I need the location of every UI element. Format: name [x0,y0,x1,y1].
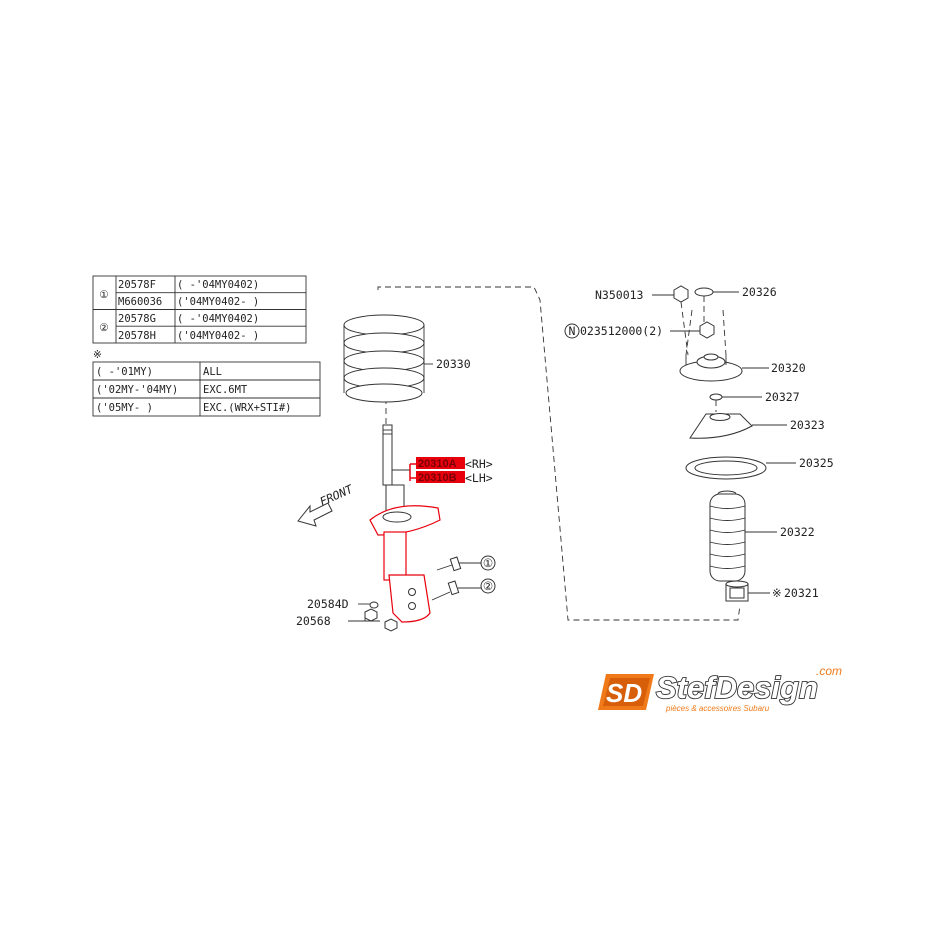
top-washer-part [710,394,722,400]
logo-mark: SD [606,678,643,708]
upper-seat-part [690,414,752,439]
flange-nut-part [700,322,714,338]
bump-stop-part [726,581,748,601]
bolt-2 [432,579,495,600]
logo-tagline: pièces & accessoires Subaru [666,704,770,713]
spec-period-1: ( -'04MY0402) [177,279,260,291]
front-label: FRONT [317,481,355,509]
logo-name: StefDesign [656,670,818,705]
flange-nut-mark: N [568,324,576,338]
nut-part-a [365,609,377,621]
note-table [93,349,320,416]
flange-nut-part-number: 023512000(2) [580,324,664,338]
spec-part-1: 20578F [118,279,156,291]
note-mark: ※ [93,349,102,361]
mount-part-number: 20320 [771,361,806,375]
coil-spring [344,315,424,402]
spec-part-3: 20578G [118,313,156,325]
note-applies-2: EXC.6MT [203,384,248,396]
bump-stop-part-number: 20321 [784,586,819,600]
spec-marker-1: ① [99,289,109,301]
stefdesign-logo [598,664,842,713]
bolt-1-marker: ① [482,556,494,570]
top-nut-part-number: N350013 [595,288,644,302]
note-applies-1: ALL [203,366,222,378]
strut-mount-part [680,354,742,381]
note-period-1: ( -'01MY) [96,366,153,378]
rubber-seat-part [686,457,766,479]
spec-period-2: ('04MY0402- ) [177,296,260,308]
bolt-2-marker: ② [482,579,494,593]
logo-tld: .com [816,664,843,678]
note-applies-3: EXC.(WRX+STI#) [203,402,292,414]
strut-lh-code: 20310B [418,472,457,484]
boot-part [710,491,745,581]
washer-part [370,602,378,608]
spec-part-2: M660036 [118,296,163,308]
strut-rh-side: <RH> [465,457,493,471]
top-washer-part-number: 20327 [765,390,800,404]
strut-rh-code: 20310A [418,458,457,470]
spec-marker-2: ② [99,322,109,334]
top-nut-part [674,286,688,302]
cap-part [695,288,713,296]
rubber-seat-part-number: 20325 [799,456,834,470]
bump-stop-mark: ※ [772,586,782,600]
spec-part-4: 20578H [118,330,156,342]
spec-period-3: ( -'04MY0402) [177,313,260,325]
seat-part-number: 20323 [790,418,825,432]
strut-assembly [370,425,440,622]
nut-part-number: 20568 [296,614,331,628]
note-period-3: ('05MY- ) [96,402,153,414]
washer-part-number: 20584D [307,597,349,611]
spec-period-4: ('04MY0402- ) [177,330,260,342]
cap-part-number: 20326 [742,285,777,299]
spec-table [93,276,306,343]
strut-lh-side: <LH> [465,471,493,485]
spring-part-number: 20330 [436,357,471,371]
front-arrow-icon [298,481,356,526]
note-period-2: ('02MY-'04MY) [96,384,179,396]
bolt-1 [437,556,495,571]
boot-part-number: 20322 [780,525,815,539]
nut-part-b [385,619,397,631]
